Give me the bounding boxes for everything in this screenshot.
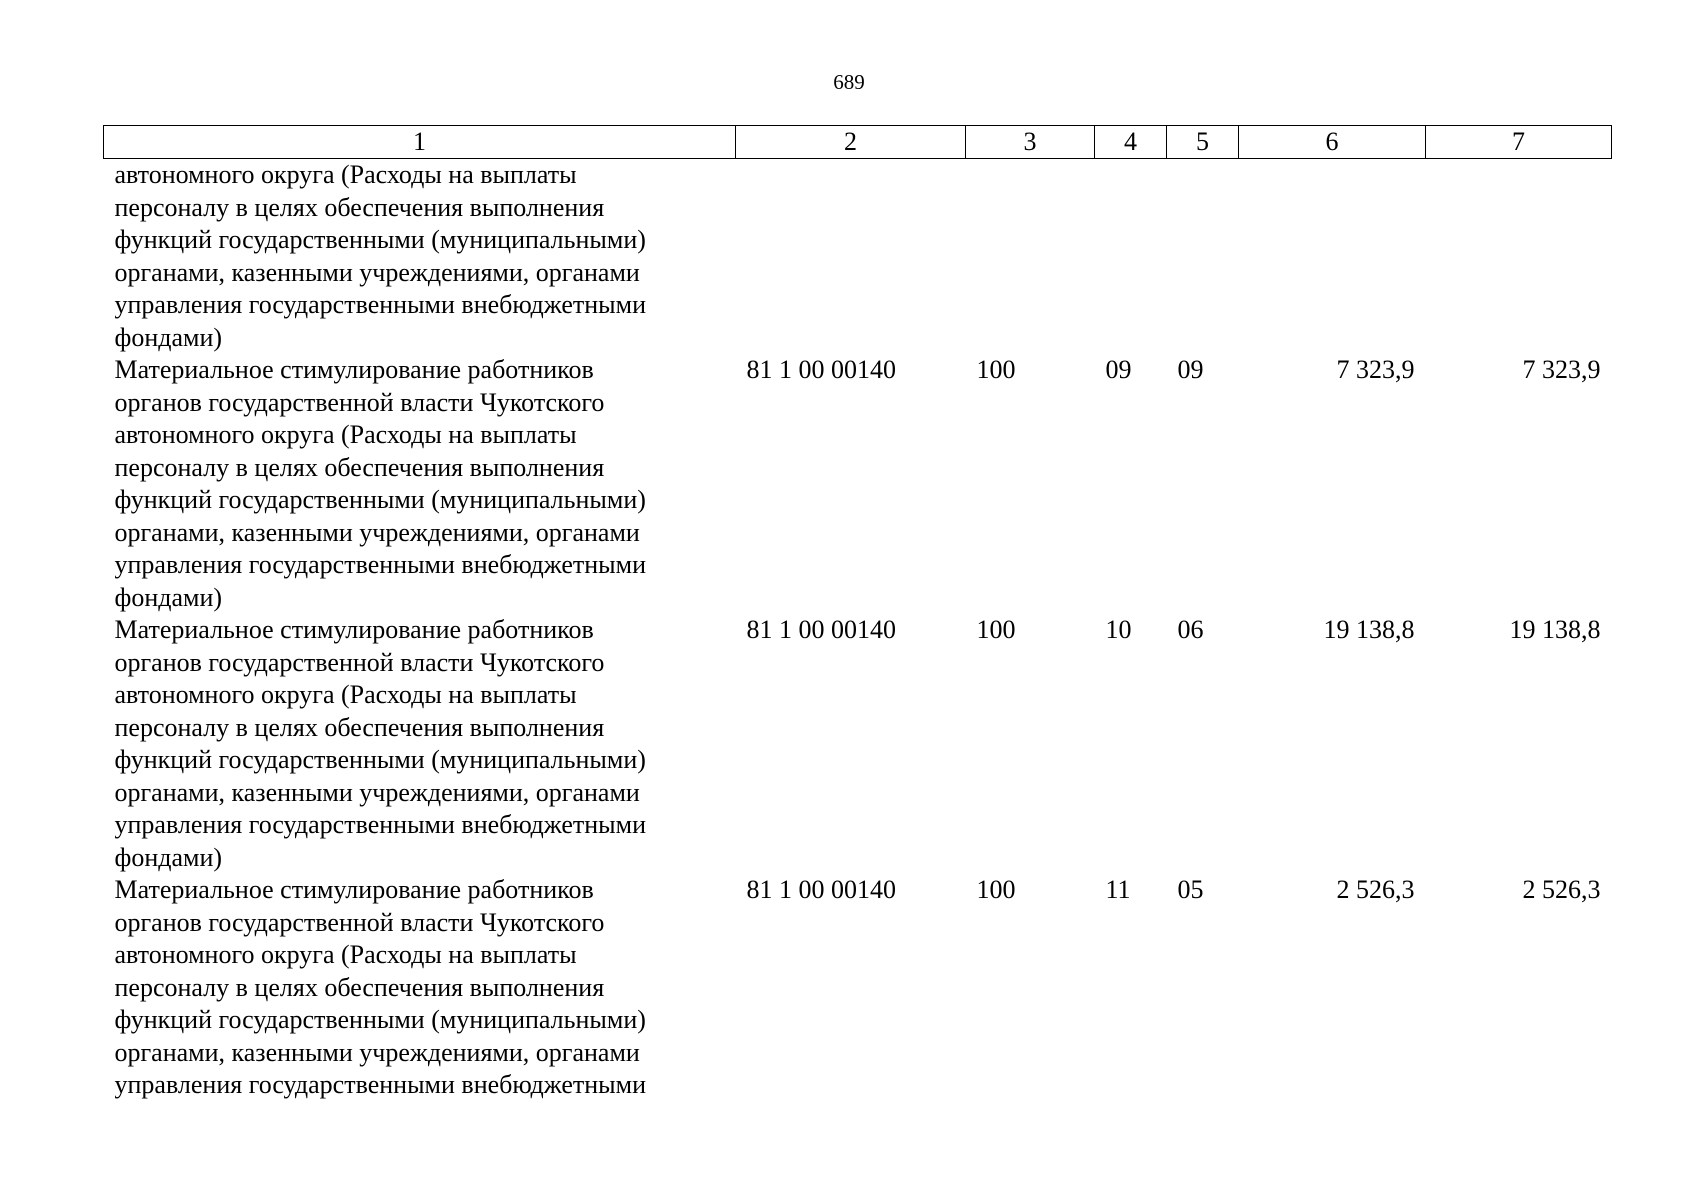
description-line: управления государственными внебюджетными [114,290,646,319]
description-line: управления государственными внебюджетными [114,1070,646,1099]
section-code: 10 [1105,615,1132,644]
description-line: персоналу в целях обеспечения выполнения [114,192,605,222]
description-line: органов государственной власти Чукотского [114,907,605,937]
description-line: Материальное стимулирование работников [114,355,594,384]
header-row [104,126,1612,159]
row-description [104,614,736,874]
amount-year-1: 19 138,8 [1323,615,1415,644]
expense-type-code: 100 [976,875,1016,904]
description-line: фондами) [114,322,223,352]
subsection-code [1167,159,1239,355]
table-body [104,159,1612,1102]
description-line: органами, казенными учреждениями, органами [114,1037,640,1067]
description-line: функций государственными (муниципальными) [114,225,646,254]
expense-type-code: 100 [976,355,1016,384]
description-line: персоналу в целях обеспечения выполнения [114,972,605,1002]
target-article-code: 81 1 00 00140 [746,355,896,384]
page-number: 689 [833,70,865,94]
header-col-7: 7 [1426,126,1612,159]
header-col-6: 6 [1239,126,1426,159]
header-col-5: 5 [1167,126,1239,159]
subsection-code: 05 [1177,875,1204,904]
expense-type-code [966,159,1095,355]
section-code: 11 [1105,875,1131,904]
amount-year-1: 7 323,9 [1336,355,1415,384]
target-article-code: 81 1 00 00140 [746,615,896,644]
row-description [104,354,736,614]
row-description [104,159,736,355]
target-article-code [736,159,966,355]
table-row [104,354,1612,614]
header-col-4: 4 [1095,126,1167,159]
description-line: органами, казенными учреждениями, органами [114,517,640,547]
table-row [104,159,1612,355]
subsection-code: 06 [1177,615,1204,644]
amount-year-1 [1239,159,1426,355]
subsection-code: 09 [1177,355,1204,384]
description-line: функций государственными (муниципальными) [114,485,646,514]
table-header [104,126,1612,159]
description-line: автономного округа (Расходы на выплаты [114,160,577,189]
description-line: управления государственными внебюджетными [114,550,646,579]
budget-table [103,125,1612,1102]
description-line: персоналу в целях обеспечения выполнения [114,452,605,482]
amount-year-2: 19 138,8 [1509,615,1601,644]
description-line: функций государственными (муниципальными) [114,745,646,774]
description-line: Материальное стимулирование работников [114,875,594,904]
header-col-3: 3 [966,126,1095,159]
header-col-2: 2 [736,126,966,159]
description-line: фондами) [114,842,223,872]
row-description [104,874,736,1102]
description-line: персоналу в целях обеспечения выполнения [114,712,605,742]
target-article-code: 81 1 00 00140 [746,875,896,904]
amount-year-2 [1426,159,1612,355]
description-line: автономного округа (Расходы на выплаты [114,420,577,449]
description-line: автономного округа (Расходы на выплаты [114,680,577,709]
description-line: фондами) [114,582,223,612]
table-row [104,614,1612,874]
section-code [1095,159,1167,355]
description-line: управления государственными внебюджетными [114,810,646,839]
table-row [104,874,1612,1102]
section-code: 09 [1105,355,1132,384]
description-line: органов государственной власти Чукотского [114,647,605,677]
description-line: функций государственными (муниципальными) [114,1005,646,1034]
amount-year-1: 2 526,3 [1336,875,1415,904]
header-col-1: 1 [104,126,736,159]
amount-year-2: 7 323,9 [1522,355,1601,384]
expense-type-code: 100 [976,615,1016,644]
amount-year-2: 2 526,3 [1522,875,1601,904]
description-line: Материальное стимулирование работников [114,615,594,644]
description-line: автономного округа (Расходы на выплаты [114,940,577,969]
description-line: органами, казенными учреждениями, органами [114,777,640,807]
description-line: органами, казенными учреждениями, органами [114,257,640,287]
description-line: органов государственной власти Чукотского [114,387,605,417]
